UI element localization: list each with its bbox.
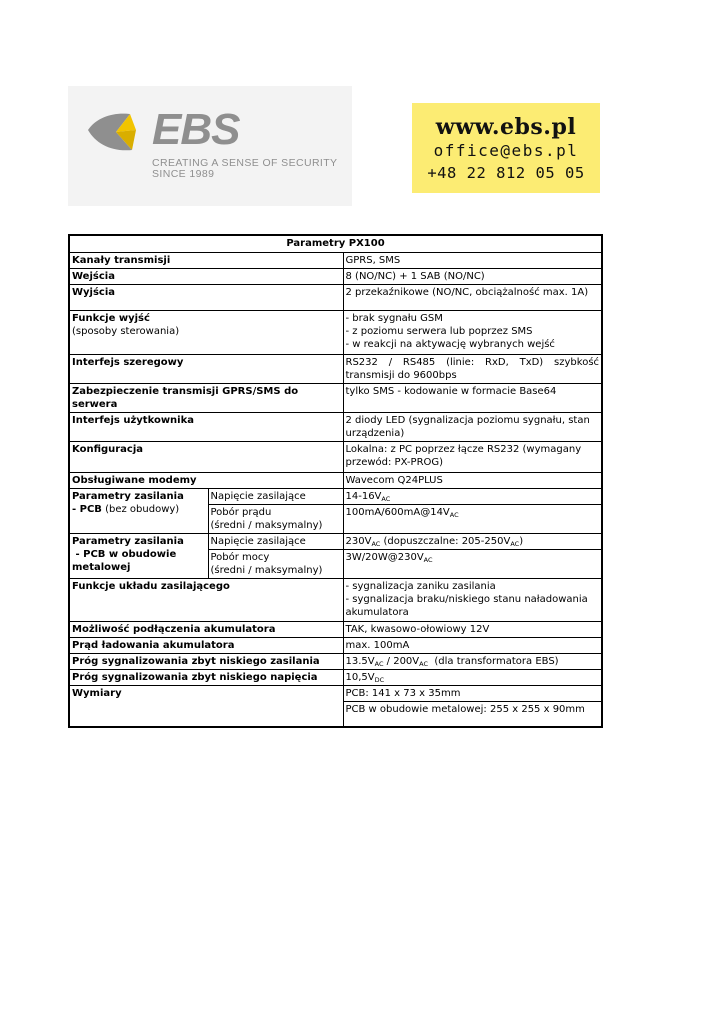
value-subscript: AC [371,539,381,548]
row-label: Prąd ładowania akumulatora [69,637,343,653]
list-item: - sygnalizacja zaniku zasilania [345,580,496,592]
list-item: - brak sygnału GSM [345,312,443,324]
row-label-sub: - PCB w obudowie metalowej [72,548,180,573]
table-row [69,685,602,701]
row-value [343,310,602,354]
table-title-row [69,235,602,252]
row-value: 2 diody LED (sygnalizacja poziomu sygnału, stan urządzenia) [343,412,602,441]
label-pcb: - PCB [72,503,102,515]
row-value: TAK, kwasowo-ołowiowy 12V [343,621,602,637]
row-value-line: transmisji do 9600bps [345,369,457,381]
email-link[interactable]: office@ebs.pl [433,141,579,160]
value-text: 3W/20W@230V [345,551,424,563]
row-value [343,653,602,669]
logo-tagline [152,158,337,180]
value-subscript: AC [423,555,433,564]
value-subscript: AC [374,659,384,668]
table-row [69,488,602,504]
row-label [69,488,208,533]
row-sublabel-line: (średni / maksymalny) [210,564,323,576]
spec-table [68,234,603,728]
table-row [69,268,602,284]
value-text: 10,5V [345,671,375,683]
table-row [69,412,602,441]
row-label [69,533,208,578]
table-row [69,533,602,549]
row-value [343,578,602,621]
logo-tagline-line1: CREATING A SENSE OF SECURITY [152,157,338,169]
row-label: Interfejs szeregowy [69,354,343,383]
value-subscript: AC [449,510,459,519]
row-label-sub: (sposoby sterowania) [72,325,180,337]
list-item: - sygnalizacja braku/niskiego stanu naładowania akumulatora [345,593,588,618]
row-value: PCB: 141 x 73 x 35mm [343,685,602,701]
row-label: Wymiary [69,685,343,727]
row-value [343,488,602,504]
row-label-main: Parametry zasilania [72,535,184,547]
value-subscript: AC [510,539,520,548]
row-label: Próg sygnalizowania zbyt niskiego napięcia [69,669,343,685]
table-row [69,472,602,488]
row-label-main: Funkcje wyjść [72,312,150,324]
row-sublabel: Napięcie zasilające [208,533,343,549]
row-value: max. 100mA [343,637,602,653]
table-row [69,578,602,621]
row-value: 2 przekaźnikowe (NO/NC, obciążalność max. 1A) [343,284,602,310]
phone-number: +48 22 812 05 05 [427,164,585,182]
value-text: ) [519,535,524,547]
row-label: Próg sygnalizowania zbyt niskiego zasilania [69,653,343,669]
row-value: 8 (NO/NC) + 1 SAB (NO/NC) [343,268,602,284]
row-value [343,504,602,533]
row-value: tylko SMS - kodowanie w formacie Base64 [343,383,602,412]
value-subscript: AC [381,494,391,503]
row-sublabel [208,504,343,533]
row-label: Interfejs użytkownika [69,412,343,441]
row-value: Wavecom Q24PLUS [343,472,602,488]
value-text: 230V [345,535,372,547]
table-row [69,441,602,472]
value-text: (dopuszczalne: 205-250V [380,535,511,547]
table-row [69,621,602,637]
row-sublabel-line: (średni / maksymalny) [210,519,323,531]
table-title: Parametry PX100 [69,235,602,252]
table-row [69,310,602,354]
row-label: Wejścia [69,268,343,284]
website-link[interactable]: www.ebs.pl [435,114,577,140]
row-value [343,354,602,383]
value-text: 100mA/600mA@14V [345,506,450,518]
table-row [69,354,602,383]
row-label: Konfiguracja [69,441,343,472]
row-label: Obsługiwane modemy [69,472,343,488]
table-row [69,284,602,310]
row-value: Lokalna: z PC poprzez łącze RS232 (wymagany przewód: PX-PROG) [343,441,602,472]
value-text: (dla transformatora EBS) [428,655,559,667]
label-rest: (bez obudowy) [101,503,180,515]
row-label: Kanały transmisji [69,252,343,268]
value-text: / 200V [383,655,420,667]
row-label [69,310,343,354]
row-sublabel-line: Pobór mocy [210,551,270,563]
table-row [69,637,602,653]
table-row [69,653,602,669]
ebs-emblem-icon [86,108,148,154]
row-value: GPRS, SMS [343,252,602,268]
row-value [343,669,602,685]
row-value-line: RS232 / RS485 (linie: RxD, TxD) szybkość [345,356,600,368]
table-row [69,252,602,268]
value-subscript: AC [419,659,429,668]
table-row [69,669,602,685]
list-item: - w reakcji na aktywację wybranych wejść [345,338,555,350]
row-label: Wyjścia [69,284,343,310]
ebs-logo [68,86,352,206]
logo-tagline-line2: SINCE 1989 [152,168,215,180]
row-value: PCB w obudowie metalowej: 255 x 255 x 90mm [343,701,602,727]
row-value [343,549,602,578]
row-label-sub [72,503,206,516]
list-item: - z poziomu serwera lub poprzez SMS [345,325,533,337]
row-label: Zabezpieczenie transmisji GPRS/SMS do serwera [69,383,343,412]
row-value [343,533,602,549]
row-label: Funkcje układu zasilającego [69,578,343,621]
row-sublabel: Napięcie zasilające [208,488,343,504]
row-sublabel [208,549,343,578]
contact-box [412,103,600,193]
logo-wordmark: EBS [152,105,240,154]
value-text: 14-16V [345,490,382,502]
row-sublabel-line: Pobór prądu [210,506,272,518]
row-label-main: Parametry zasilania [72,490,184,502]
value-text: 13.5V [345,655,375,667]
value-subscript: DC [374,675,385,684]
row-label: Możliwość podłączenia akumulatora [69,621,343,637]
table-row [69,383,602,412]
